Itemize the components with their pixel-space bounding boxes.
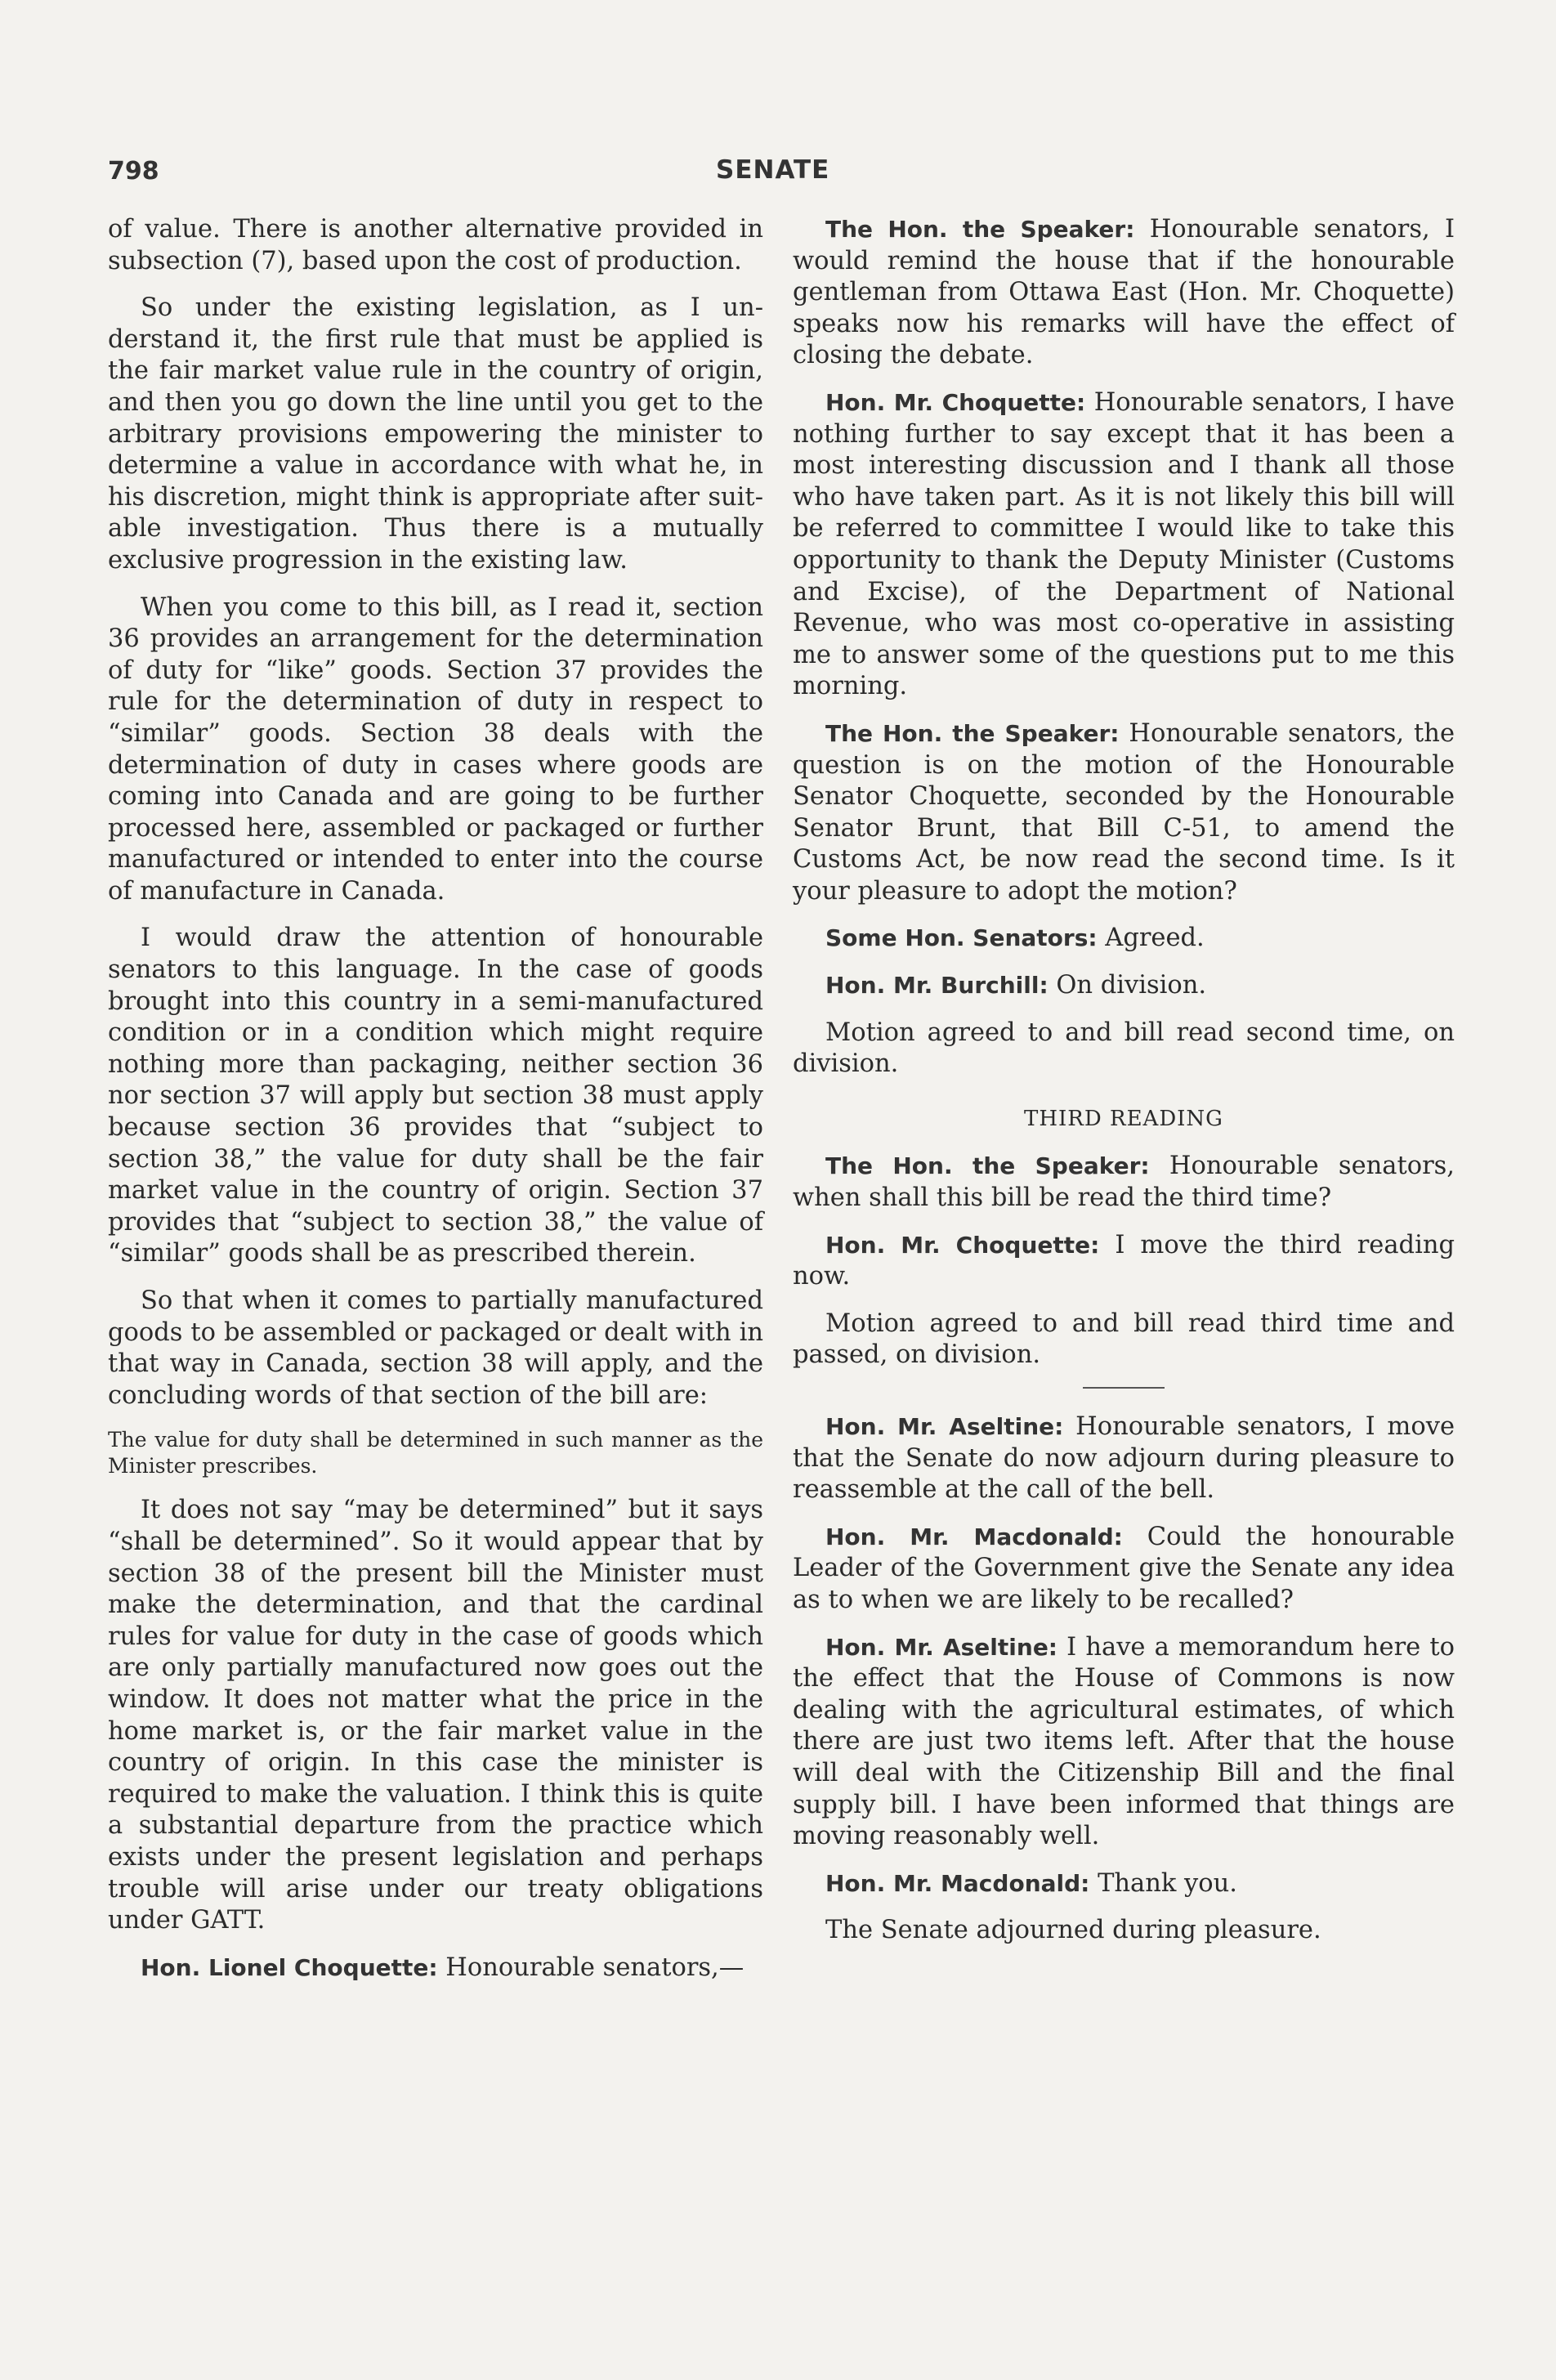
paragraph: of value. There is another alternative provided in subsection (7), based upon the cost of production. <box>108 215 763 275</box>
speech-paragraph <box>793 1868 1455 1900</box>
speech-text: Honourable senators, I have nothing further to say except that it has been a most interesting discussion and I thank all those who have taken part. As it is not likely this bill will be referred to committee I would like to take this opportunity to thank the Deputy Minister (Customs and Excise), of the Department of National Revenue, who was most co-operative in assisting me to answer some of the questions put to me this morning. <box>793 387 1455 701</box>
speech-paragraph <box>793 970 1455 1002</box>
left-column <box>108 214 763 1999</box>
speech-text: Could the honourable Leader of the Government give the Senate any idea as to when we are likely to be recalled? <box>793 1522 1455 1614</box>
speech-text: On division. <box>1056 971 1207 1000</box>
speech-paragraph <box>793 1632 1455 1853</box>
right-column <box>793 214 1455 1962</box>
speaker-name: The Hon. the Speaker: <box>825 216 1135 243</box>
running-head-title: SENATE <box>716 155 830 185</box>
speech-paragraph <box>793 1522 1455 1617</box>
speech-text: Agreed. <box>1105 924 1205 953</box>
paragraph: I would draw the attention of honourable senators to this language. In the case of goods brought into this country in a semi-manufactured condition or in a condition which might require nothing more than packaging, neither section 36 nor section 37 will apply but section 38 must apply because section 36 provides that “subject to section 38,” the value for duty shall be the fair market value in the country of origin. Section 37 provides that “subject to section 38,” the value of “similar” goods shall be as prescribed therein. <box>108 924 763 1268</box>
paragraph: When you come to this bill, as I read it, section 36 provides an arrangement for the determination of duty for “like” goods. Section 37 provides the rule for the determination of duty in respect to “similar” goods. Section 38 deals with the determination of duty in cases where goods are coming into Canada and are going to be further processed here, assembled or packaged or further manufactured or intended to enter into the course of manufacture in Canada. <box>108 593 763 906</box>
speech-paragraph <box>793 1230 1455 1293</box>
speech-paragraph <box>793 387 1455 703</box>
speech-paragraph <box>793 214 1455 372</box>
speech-paragraph <box>793 1151 1455 1214</box>
speech-text: Thank you. <box>1098 1868 1237 1898</box>
speech-paragraph <box>793 718 1455 908</box>
speaker-name: The Hon. the Speaker: <box>825 719 1120 747</box>
section-divider <box>1083 1387 1165 1389</box>
speaker-name: Some Hon. Senators: <box>825 924 1098 952</box>
speaker-name: The Hon. the Speaker: <box>825 1152 1150 1180</box>
speaker-name: Hon. Lionel Choquette: <box>141 1953 438 1981</box>
speaker-name: Hon. Mr. Choquette: <box>825 388 1086 416</box>
speech-paragraph <box>108 1953 763 1984</box>
paragraph: Motion agreed to and bill read third time and passed, on division. <box>793 1309 1455 1370</box>
speech-text: Honourable senators,— <box>445 1953 744 1982</box>
page-number: 798 <box>108 157 159 186</box>
speech-text: I have a memorandum here to the effect that the House of Commons is now dealing with the agricultural estimates, of which there are just two items left. After that the house will deal with the Citizenship Bill and the final supply bill. I have been informed that things are moving reasonably well. <box>793 1632 1455 1851</box>
paragraph: It does not say “may be determined” but it says “shall be determined”. So it would appear that by section 38 of the present bill the Minister must make the determination, and that the cardinal rules for value for duty in the case of goods which are only partially manufactured now goes out the window. It does not matter what the price in the home market is, or the fair market value in the country of origin. In this case the minister is required to make the valuation. I think this is quite a substantial departure from the practice which exists under the present legislation and perhaps trouble will arise under our treaty obligations under GATT. <box>108 1496 763 1935</box>
speaker-name: Hon. Mr. Macdonald: <box>825 1869 1090 1897</box>
paragraph: So that when it comes to partially manufactured goods to be assembled or packaged or dealt with in that way in Canada, section 38 will apply, and the concluding words of that section of the bill are: <box>108 1286 763 1410</box>
paragraph: The Senate adjourned during pleasure. <box>825 1916 1321 1945</box>
speech-paragraph <box>793 923 1455 955</box>
speech-text: I move the third reading now. <box>793 1230 1455 1291</box>
speech-text: Honourable senators, I would remind the house that if the honourable gentleman from Ottawa East (Hon. Mr. Choquette) speaks now his remarks will have the effect of closing the debate. <box>793 215 1455 370</box>
speech-text: Honourable senators, when shall this bill be read the third time? <box>793 1152 1455 1213</box>
speaker-name: Hon. Mr. Aseltine: <box>825 1413 1064 1440</box>
speech-text: Honourable senators, the question is on the motion of the Honourable Senator Choquette, seconded by the Honourable Senator Brunt, that Bill C-51, to amend the Customs Act, be now read the second time. Is it your pleasure to adopt the motion? <box>793 718 1455 906</box>
speaker-name: Hon. Mr. Aseltine: <box>825 1633 1058 1661</box>
paragraph: So under the existing legislation, as I understand it, the first rule that must be applied is the fair market value rule in the country of origin, and then you go down the line until you get to the arbitrary provisions empowering the minister to determine a value in accordance with what he, in his discretion, might think is appropriate after suitable investigation. Thus there is a mutually exclusive progression in the existing law. <box>108 293 763 575</box>
speech-paragraph <box>793 1411 1455 1506</box>
speech-text: Honourable senators, I move that the Senate do now adjourn during pleasure to reassemble at the call of the bell. <box>793 1412 1455 1505</box>
speaker-name: Hon. Mr. Burchill: <box>825 972 1049 1000</box>
speaker-name: Hon. Mr. Choquette: <box>825 1231 1100 1259</box>
section-heading: THIRD READING <box>1024 1106 1223 1131</box>
paragraph: Motion agreed to and bill read second time, on division. <box>793 1018 1455 1079</box>
speaker-name: Hon. Mr. Macdonald: <box>825 1523 1123 1550</box>
block-quote: The value for duty shall be determined in such manner as the Minister prescribes. <box>108 1428 763 1479</box>
